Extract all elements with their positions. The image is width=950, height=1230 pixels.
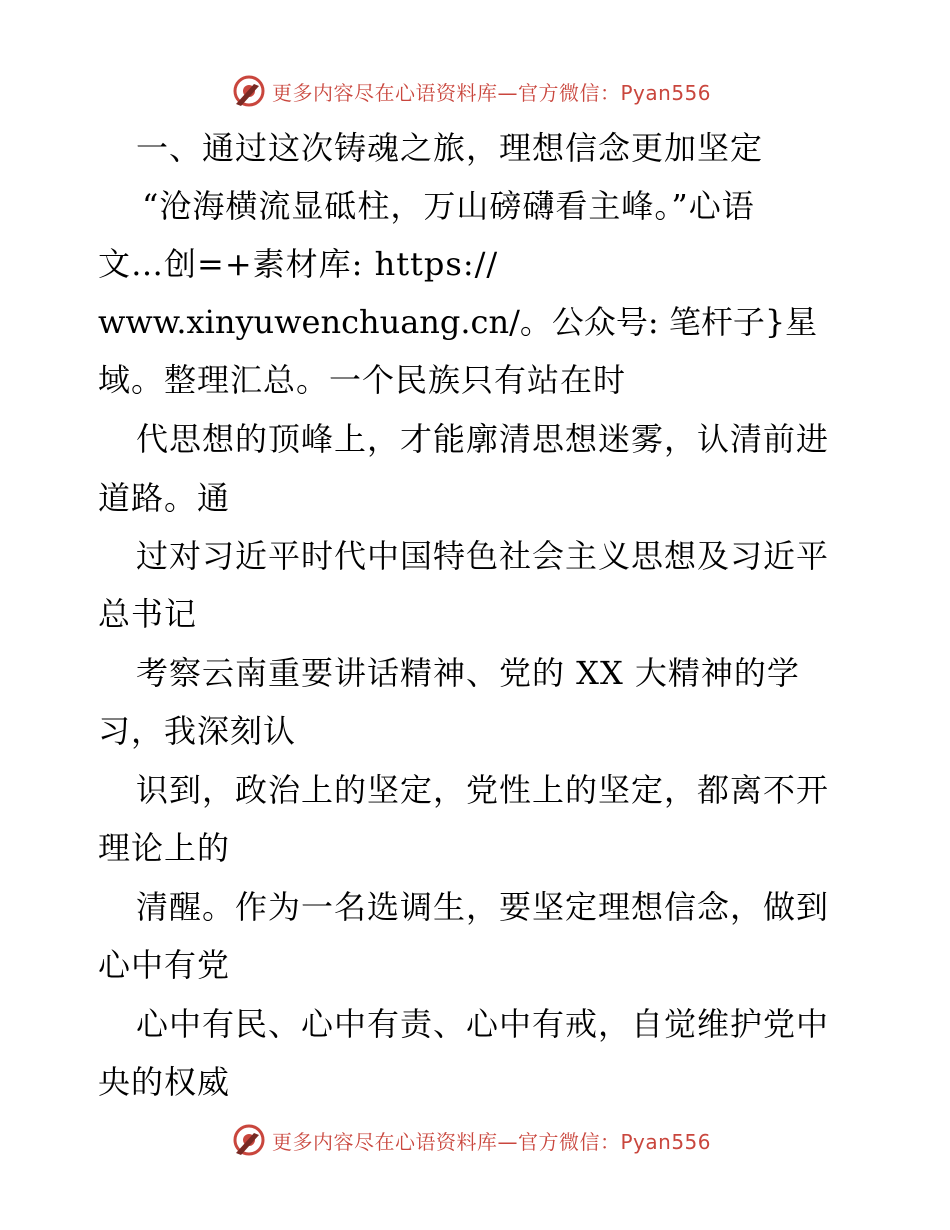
body-line-7: 道路。通 [98,479,231,517]
body-line-14: 清醒。作为一名选调生，要坚定理想信念，做到 [136,888,830,926]
body-line-6: 代思想的顶峰上，才能廓清思想迷雾，认清前进 [136,420,830,458]
body-line-13: 理论上的 [98,829,231,867]
body-line-17: 央的权威 [98,1063,231,1101]
body-line-9: 总书记 [98,595,198,633]
body-line-11: 习，我深刻认 [98,712,297,750]
body-line-1: 一、通过这次铸魂之旅，理想信念更加坚定 [136,129,764,167]
header-banner-text: 更多内容尽在心语资料库—官方微信：Pyan556 [272,80,712,105]
pen-circle-logo-icon [232,1123,266,1157]
pen-circle-logo-icon [232,74,266,108]
header-banner [232,71,711,111]
body-line-15: 心中有党 [98,946,231,984]
body-line-10: 考察云南重要讲话精神、党的 XX 大精神的学 [136,654,800,692]
body-line-3: 文…创=+素材库: https:// [98,245,499,283]
footer-banner-text: 更多内容尽在心语资料库—官方微信：Pyan556 [272,1129,712,1154]
body-line-4: www.xinyuwenchuang.cn/。公众号: 笔杆子}星 [98,303,818,341]
body-line-12: 识到，政治上的坚定，党性上的坚定，都离不开 [136,771,830,809]
body-line-16: 心中有民、心中有责、心中有戒，自觉维护党中 [136,1005,830,1043]
footer-banner [232,1120,711,1160]
body-line-2: “沧海横流显砥柱，万山磅礴看主峰。”心语 [142,187,755,225]
body-line-8: 过对习近平时代中国特色社会主义思想及习近平 [136,537,830,575]
body-line-5: 域。整理汇总。一个民族只有站在时 [98,361,627,399]
